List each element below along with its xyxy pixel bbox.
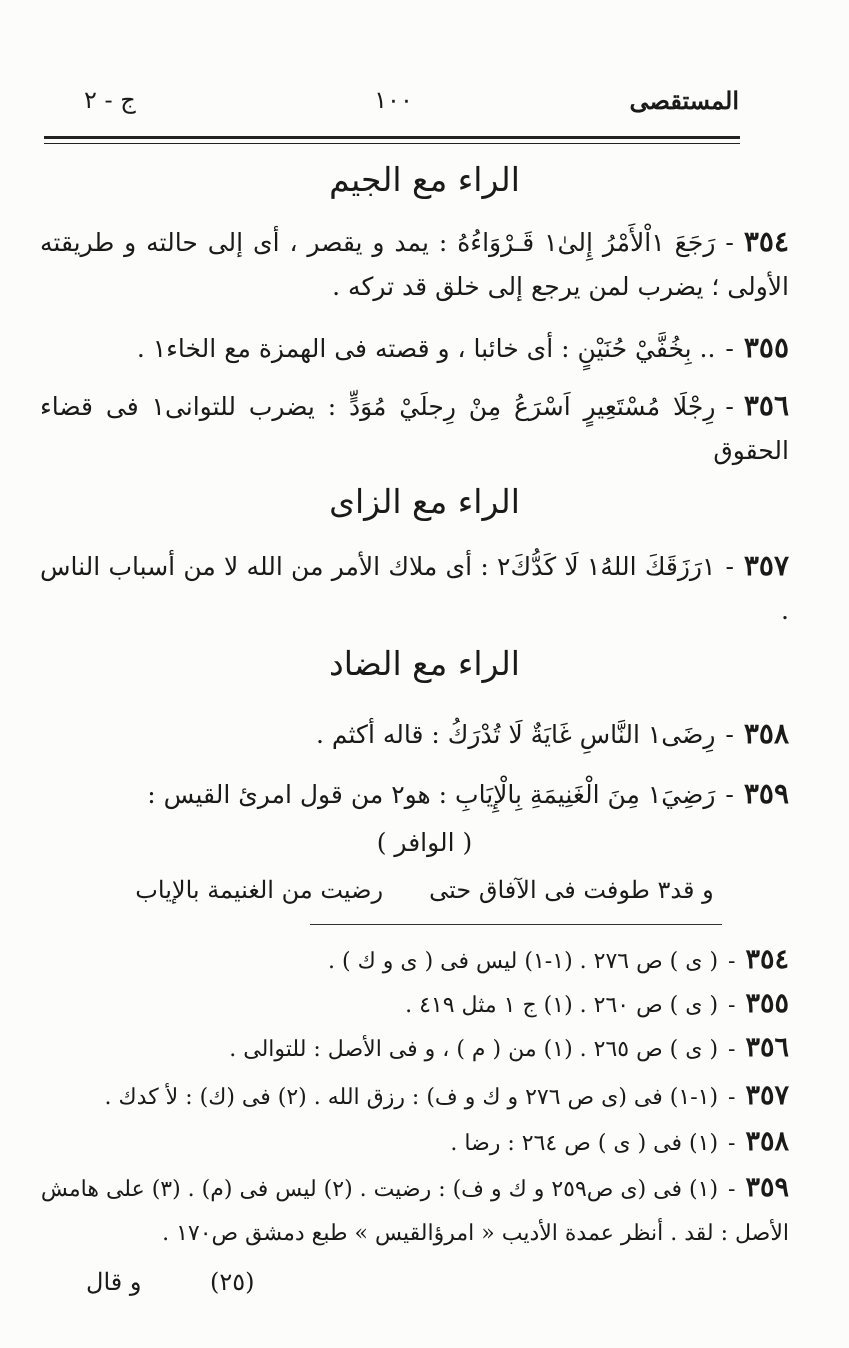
footnote-357: ٣٥٧-(١-١) فى (ى ص ٢٧٦ و ك و ف) : رزق الله . (٢) فى (ك) : لأ كدك . [104,1080,789,1111]
section-heading: الراء مع الضاد [329,644,520,683]
catchword: و قال [86,1268,142,1296]
footnote-number: ٣٥٥ [745,988,789,1019]
running-head [48,86,739,126]
footnote-number: ٣٥٨ [745,1126,789,1157]
entry-text: .. بِخُفَّيْ حُنَيْنٍ : أى خائبا ، و قصته فى الهمزة مع الخاء١ . [136,334,716,363]
hemistich-second: رضيت من الغنيمة بالإياب [135,876,384,904]
header-rule-thick [44,136,740,139]
hemistich-first: و قد٣ طوفت فى الآفاق حتى [429,876,714,904]
footnote-359: ٣٥٩-(١) فى (ى ص٢٥٩ و ك و ف) : رضيت . (٢) ليس فى (م) . (٣) على هامش الأصل : لقد . أنظر عمدة الأديب « امرؤالقيس » طبع دمشق ص١٧٠ . [40,1172,789,1246]
entry-number: ٣٥٧ [743,549,790,582]
footnote-number: ٣٥٩ [745,1172,789,1203]
section-heading: الراء مع الجيم [329,160,520,199]
footnote-number: ٣٥٧ [745,1080,789,1111]
part-number: ج - ٢ [84,86,136,114]
entry-text: ١رَزَقَكَ اللهُ١ لَا كَدُّكَ٢ : أى ملاك الأمر من الله لا من أسباب الناس . [40,552,789,625]
footnote-text: ( ى ) ص ٢٧٦ . (١-١) ليس فى ( ى و ك ) . [328,949,719,974]
entry-number: ٣٥٦ [743,389,789,422]
entry-357: ٣٥٧-١رَزَقَكَ اللهُ١ لَا كَدُّكَ٢ : أى ملاك الأمر من الله لا من أسباب الناس . [40,549,790,625]
entry-number: ٣٥٤ [743,225,789,258]
footnote-354: ٣٥٤-( ى ) ص ٢٧٦ . (١-١) ليس فى ( ى و ك ) . [328,944,789,975]
entry-number: ٣٥٨ [743,717,789,750]
running-head-title: المستقصى [629,86,739,115]
entry-text: رَجَعَ ١اْلأَمْرُ إِلىٰ١ قَـرْوَاءُهُ : يمد و يقصر ، أى إلى حالته و طريقته الأولى ؛ يضرب لمن يرجع إلى خلق قد تركه . [40,228,789,301]
footnote-text: (١) فى ( ى ) ص ٢٦٤ : رضا . [450,1131,719,1156]
entry-text: رِضَى١ النَّاسِ غَايَةٌ لَا تُدْرَكُ : قاله أكثم . [315,720,716,749]
entry-number: ٣٥٩ [743,777,789,810]
signature-mark: (٢٥) [210,1268,255,1296]
page-footer [70,1268,669,1308]
entry-355: ٣٥٥-.. بِخُفَّيْ حُنَيْنٍ : أى خائبا ، و قصته فى الهمزة مع الخاء١ . [136,331,789,364]
section-heading: الراء مع الزاى [329,482,520,521]
entry-359: ٣٥٩-رَضِيَ١ مِنَ الْغَنِيمَةِ بِالْإِيَابِ : هو٢ من قول امرئ القيس : [147,777,789,810]
page-number: ١٠٠ [374,86,413,114]
footnote-355: ٣٥٥-( ى ) ص ٢٦٠ . (١) ج ١ مثل ٤١٩ . [405,988,789,1019]
footnote-text: ( ى ) ص ٢٦٠ . (١) ج ١ مثل ٤١٩ . [405,993,719,1018]
entry-354: ٣٥٤-رَجَعَ ١اْلأَمْرُ إِلىٰ١ قَـرْوَاءُهُ : يمد و يقصر ، أى إلى حالته و طريقته الأولى ؛ يضرب لمن يرجع إلى خلق قد تركه . [40,225,789,301]
header-rule-thin [44,143,740,144]
footnote-text: (١) فى (ى ص٢٥٩ و ك و ف) : رضيت . (٢) ليس فى (م) . (٣) على هامش الأصل : لقد . أنظر عمدة الأديب « امرؤالقيس » طبع دمشق ص١٧٠ . [40,1177,789,1246]
entry-number: ٣٥٥ [743,331,789,364]
footnote-text: ( ى ) ص ٢٦٥ . (١) من ( م ) ، و فى الأصل : للتوالى . [229,1037,719,1062]
entry-text: رَضِيَ١ مِنَ الْغَنِيمَةِ بِالْإِيَابِ : هو٢ من قول امرئ القيس : [147,780,716,809]
entry-text: رِجْلَا مُسْتَعِيرٍ اَسْرَعُ مِنْ رِجلَيْ مُوَدٍّ : يضرب للتوانى١ فى قضاء الحقوق [40,392,789,465]
entry-356: ٣٥٦-رِجْلَا مُسْتَعِيرٍ اَسْرَعُ مِنْ رِجلَيْ مُوَدٍّ : يضرب للتوانى١ فى قضاء الحقوق [40,389,789,465]
poem-verse [70,876,779,904]
footnote-358: ٣٥٨-(١) فى ( ى ) ص ٢٦٤ : رضا . [450,1126,789,1157]
footnote-356: ٣٥٦-( ى ) ص ٢٦٥ . (١) من ( م ) ، و فى الأصل : للتوالى . [229,1032,789,1063]
footnote-number: ٣٥٦ [745,1032,789,1063]
footnote-rule [310,924,722,925]
footnote-number: ٣٥٤ [745,944,789,975]
poem-meter: ( الوافر ) [376,828,473,857]
footnote-text: (١-١) فى (ى ص ٢٧٦ و ك و ف) : رزق الله . (٢) فى (ك) : لأ كدك . [104,1085,719,1110]
entry-358: ٣٥٨-رِضَى١ النَّاسِ غَايَةٌ لَا تُدْرَكُ : قاله أكثم . [315,717,789,750]
